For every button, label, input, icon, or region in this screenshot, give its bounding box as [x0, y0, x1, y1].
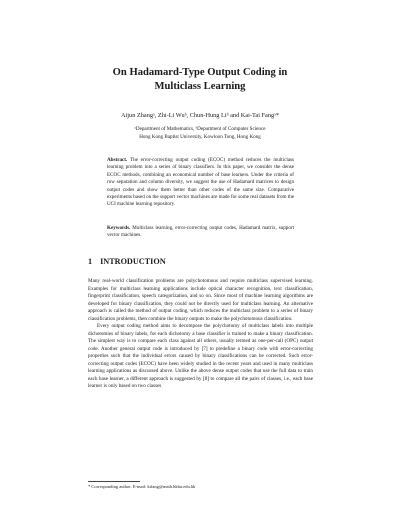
- affiliation-line-2: Hong Kong Baptist University, Kowloon Tong, Hong Kong: [139, 133, 261, 140]
- section-title: INTRODUCTION: [100, 257, 166, 266]
- footnote-rule: [88, 481, 140, 482]
- affiliation-line-1: ᵃDepartment of Mathematics, ᵇDepartment of Computer Science: [134, 126, 266, 132]
- keywords: [107, 225, 294, 240]
- section-body: [88, 278, 313, 391]
- affiliations: [40, 126, 360, 141]
- author-list: Aijun Zhangᵃ, Zhi-Li Wuᵇ, Chun-Hung Liᵇ and Kai-Tai Fangᵃ*: [121, 112, 279, 119]
- keywords-label: Keywords.: [107, 225, 131, 231]
- section-number: 1: [88, 257, 93, 266]
- paper-title: [60, 66, 340, 94]
- title-line-1: On Hadamard-Type Output Coding in: [112, 67, 288, 78]
- abstract: [107, 157, 294, 209]
- keywords-text: Multiclass learning, error-correcting output codes, Hadamard matrix, support vector machines.: [107, 225, 294, 239]
- abstract-label: Abstract.: [107, 157, 128, 163]
- paragraph-2: Every output coding method aims to decompose the polychotomy of multiclass labels into multiple dichotomies of binary labels, for each dichotomy a base classifier is trained to make a binary classification. The simplest way is to compare each class against all others, usually termed as one-per-call (OPC) output code. Another general output code is introduced by [7] to predefine a binary code with error-correcting properties such that the individual errors caused by binary classifications can be corrected. Such error-correcting output codes (ECOC) have been widely studied in the recent years and used in many multiclass learning applications as discussed above. Unlike the above dense output codes that use the full data to train each base learner, a different approach is suggested by [8] to compare all the pairs of classes, i.e., each base learner is only based on two classes: [88, 323, 313, 389]
- abstract-text: The error-correcting output coding (ECOC) method reduces the multiclass learning problem into a series of binary classifiers. In this paper, we consider the dense ECOC methods, combining an economical number of base learners. Under the criteria of row separation and column diversity, we suggest the use of Hadamard matrices to design output codes and show them better than other codes of the same size. Comparative experiments based on the support vector machines are made for some real datasets from the UCI machine learning repository.: [107, 157, 294, 208]
- paragraph-1: Many real-world classification problems are polychotomous and require multiclass supervised learning. Examples for multiclass learning applications include optical character recognition, text classification, fingerprint classification, speech categorization, and so on. Since most of machine learning algorithms are developed for binary classification, they could not be directly used for multiclass learning. An alternative approach is called the method of output coding, which reduces the multiclass problem to a series of binary classification problems, then combine the binary outputs to make the polychotomous classification.: [88, 278, 313, 322]
- footnote: * Corresponding author. E-mail: ktfang@math.hkbu.edu.hk: [88, 484, 196, 489]
- section-heading: [88, 257, 166, 267]
- title-line-2: Multiclass Learning: [154, 81, 246, 92]
